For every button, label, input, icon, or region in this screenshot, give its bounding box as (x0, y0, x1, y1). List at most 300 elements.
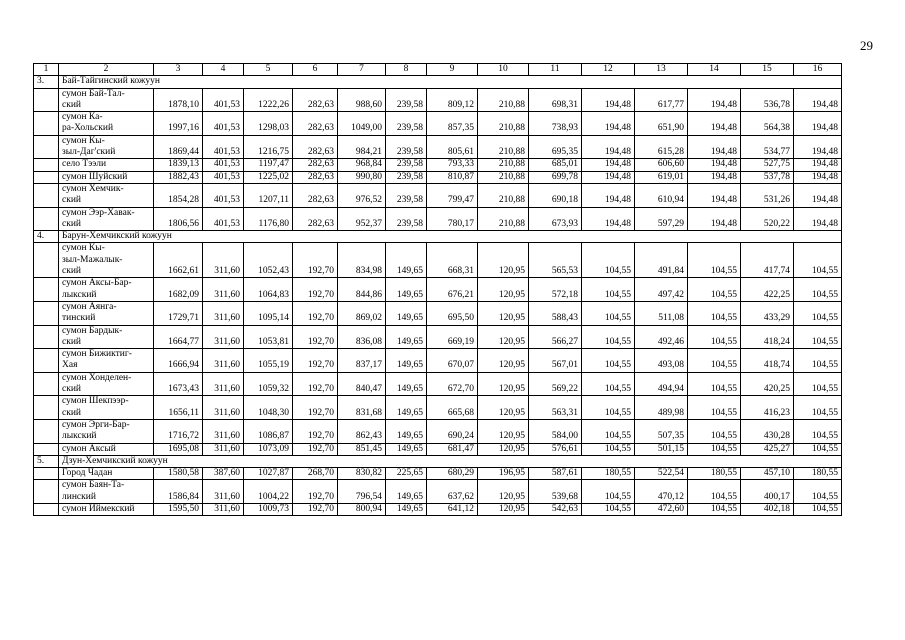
table-row (34, 301, 842, 325)
value-cell: 180,55 (688, 468, 741, 480)
row-index-cell (34, 183, 59, 207)
value-cell: 1682,09 (154, 278, 203, 302)
row-index-cell (34, 171, 59, 183)
value-cell: 587,61 (529, 468, 582, 480)
column-header: 5 (244, 64, 293, 76)
table-row (34, 325, 842, 349)
value-cell: 1586,84 (154, 480, 203, 504)
value-cell: 104,55 (688, 349, 741, 373)
value-cell: 497,42 (635, 278, 688, 302)
value-cell: 194,48 (794, 207, 842, 231)
table-row (34, 396, 842, 420)
value-cell: 104,55 (582, 349, 635, 373)
column-header: 15 (741, 64, 794, 76)
value-cell: 194,48 (582, 183, 635, 207)
section-title: Барун-Хемчикский кожуун (59, 231, 842, 243)
value-cell: 149,65 (386, 419, 427, 443)
value-cell: 225,65 (386, 468, 427, 480)
value-cell: 984,21 (338, 135, 386, 159)
value-cell: 669,19 (427, 325, 478, 349)
value-cell: 180,55 (794, 468, 842, 480)
value-cell: 210,88 (478, 159, 529, 171)
value-cell: 793,33 (427, 159, 478, 171)
value-cell: 1869,44 (154, 135, 203, 159)
value-cell: 527,75 (741, 159, 794, 171)
value-cell: 149,65 (386, 503, 427, 515)
value-cell: 120,95 (478, 480, 529, 504)
value-cell: 681,47 (427, 443, 478, 455)
value-cell: 1009,73 (244, 503, 293, 515)
value-cell: 104,55 (794, 419, 842, 443)
table-row (34, 243, 842, 278)
value-cell: 1048,30 (244, 396, 293, 420)
value-cell: 976,52 (338, 183, 386, 207)
value-cell: 597,29 (635, 207, 688, 231)
value-cell: 194,48 (794, 135, 842, 159)
value-cell: 1298,03 (244, 112, 293, 136)
value-cell: 569,22 (529, 372, 582, 396)
value-cell: 1806,56 (154, 207, 203, 231)
value-cell: 210,88 (478, 88, 529, 112)
value-cell: 566,27 (529, 325, 582, 349)
value-cell: 120,95 (478, 243, 529, 278)
value-cell: 180,55 (582, 468, 635, 480)
value-cell: 311,60 (203, 278, 244, 302)
value-cell: 1595,50 (154, 503, 203, 515)
value-cell: 104,55 (582, 243, 635, 278)
value-cell: 685,01 (529, 159, 582, 171)
value-cell: 149,65 (386, 243, 427, 278)
value-cell: 491,84 (635, 243, 688, 278)
value-cell: 104,55 (794, 301, 842, 325)
value-cell: 149,65 (386, 278, 427, 302)
row-index-cell (34, 243, 59, 278)
row-index-cell (34, 503, 59, 515)
value-cell: 401,53 (203, 135, 244, 159)
value-cell: 104,55 (582, 325, 635, 349)
value-cell: 194,48 (688, 183, 741, 207)
value-cell: 563,31 (529, 396, 582, 420)
value-cell: 869,02 (338, 301, 386, 325)
page-number: 29 (860, 38, 873, 53)
value-cell: 651,90 (635, 112, 688, 136)
row-name-line: сумон Хемчик- (62, 183, 124, 194)
value-cell: 1055,19 (244, 349, 293, 373)
value-cell: 194,48 (688, 159, 741, 171)
row-name-line: лыкский (62, 289, 97, 300)
value-cell: 104,55 (688, 480, 741, 504)
value-cell: 400,17 (741, 480, 794, 504)
value-cell: 282,63 (293, 159, 338, 171)
value-cell: 282,63 (293, 135, 338, 159)
value-cell: 282,63 (293, 171, 338, 183)
row-name-line: ский (62, 266, 81, 277)
value-cell: 1695,08 (154, 443, 203, 455)
value-cell: 239,58 (386, 171, 427, 183)
row-name-line: сумон Бардык- (62, 325, 123, 336)
table-row (34, 207, 842, 231)
value-cell: 401,53 (203, 112, 244, 136)
value-cell: 665,68 (427, 396, 478, 420)
row-name-line: сумон Аянга- (62, 301, 117, 312)
value-cell: 104,55 (688, 443, 741, 455)
value-cell: 282,63 (293, 183, 338, 207)
value-cell: 149,65 (386, 372, 427, 396)
value-cell: 417,74 (741, 243, 794, 278)
value-cell: 1073,09 (244, 443, 293, 455)
section-number: 5. (34, 455, 59, 467)
value-cell: 194,48 (794, 112, 842, 136)
value-cell: 104,55 (582, 301, 635, 325)
value-cell: 192,70 (293, 243, 338, 278)
value-cell: 104,55 (794, 480, 842, 504)
row-index-cell (34, 349, 59, 373)
value-cell: 192,70 (293, 480, 338, 504)
value-cell: 149,65 (386, 325, 427, 349)
value-cell: 836,08 (338, 325, 386, 349)
value-cell: 194,48 (688, 88, 741, 112)
table-row (34, 278, 842, 302)
value-cell: 610,94 (635, 183, 688, 207)
value-cell: 104,55 (582, 396, 635, 420)
row-name (59, 468, 154, 480)
row-name (59, 171, 154, 183)
row-name-line: сумон Шуйский (62, 171, 128, 182)
row-index-cell (34, 325, 59, 349)
row-name-line: сумон Ка- (62, 112, 103, 123)
value-cell: 492,46 (635, 325, 688, 349)
value-cell: 617,77 (635, 88, 688, 112)
value-cell: 673,93 (529, 207, 582, 231)
value-cell: 1854,28 (154, 183, 203, 207)
table-row (34, 183, 842, 207)
value-cell: 1997,16 (154, 112, 203, 136)
value-cell: 192,70 (293, 419, 338, 443)
row-name (59, 419, 154, 443)
table-row (34, 419, 842, 443)
value-cell: 192,70 (293, 349, 338, 373)
value-cell: 282,63 (293, 207, 338, 231)
row-name-line: зыл-Даг'ский (62, 147, 116, 158)
value-cell: 401,53 (203, 207, 244, 231)
value-cell: 857,35 (427, 112, 478, 136)
column-header: 6 (293, 64, 338, 76)
row-name-line: сумон Баян-Та- (62, 480, 125, 491)
value-cell: 194,48 (582, 207, 635, 231)
value-cell: 120,95 (478, 301, 529, 325)
row-name (59, 325, 154, 349)
row-name-line: ский (62, 218, 81, 229)
value-cell: 104,55 (582, 419, 635, 443)
value-cell: 104,55 (688, 419, 741, 443)
value-cell: 418,74 (741, 349, 794, 373)
row-index-cell (34, 468, 59, 480)
value-cell: 1882,43 (154, 171, 203, 183)
column-header: 1 (34, 64, 59, 76)
row-index-cell (34, 112, 59, 136)
value-cell: 564,38 (741, 112, 794, 136)
value-cell: 311,60 (203, 443, 244, 455)
value-cell: 194,48 (582, 112, 635, 136)
value-cell: 104,55 (582, 503, 635, 515)
table-row (34, 443, 842, 455)
value-cell: 567,01 (529, 349, 582, 373)
row-name (59, 349, 154, 373)
value-cell: 149,65 (386, 443, 427, 455)
value-cell: 120,95 (478, 419, 529, 443)
value-cell: 680,29 (427, 468, 478, 480)
value-cell: 149,65 (386, 396, 427, 420)
value-cell: 192,70 (293, 325, 338, 349)
column-header: 8 (386, 64, 427, 76)
table-row (34, 171, 842, 183)
table-body (34, 64, 842, 516)
value-cell: 104,55 (794, 349, 842, 373)
value-cell: 698,31 (529, 88, 582, 112)
table-row (34, 159, 842, 171)
value-cell: 422,25 (741, 278, 794, 302)
value-cell: 1878,10 (154, 88, 203, 112)
row-name-line: зыл-Мажалык- (62, 254, 123, 265)
value-cell: 988,60 (338, 88, 386, 112)
value-cell: 576,61 (529, 443, 582, 455)
value-cell: 194,48 (582, 159, 635, 171)
value-cell: 311,60 (203, 419, 244, 443)
value-cell: 1004,22 (244, 480, 293, 504)
value-cell: 1216,75 (244, 135, 293, 159)
value-cell: 192,70 (293, 301, 338, 325)
value-cell: 831,68 (338, 396, 386, 420)
value-cell: 837,17 (338, 349, 386, 373)
row-name-line: Хая (62, 360, 78, 371)
value-cell: 672,70 (427, 372, 478, 396)
value-cell: 311,60 (203, 349, 244, 373)
value-cell: 210,88 (478, 135, 529, 159)
value-cell: 387,60 (203, 468, 244, 480)
value-cell: 194,48 (794, 171, 842, 183)
value-cell: 588,43 (529, 301, 582, 325)
section-number: 4. (34, 231, 59, 243)
value-cell: 104,55 (582, 278, 635, 302)
row-name-line: сумон Шекпээр- (62, 396, 129, 407)
value-cell: 311,60 (203, 372, 244, 396)
value-cell: 104,55 (794, 243, 842, 278)
column-header: 2 (59, 64, 154, 76)
row-name (59, 207, 154, 231)
value-cell: 120,95 (478, 372, 529, 396)
value-cell: 565,53 (529, 243, 582, 278)
value-cell: 149,65 (386, 480, 427, 504)
value-cell: 210,88 (478, 112, 529, 136)
value-cell: 120,95 (478, 396, 529, 420)
value-cell: 239,58 (386, 159, 427, 171)
value-cell: 738,93 (529, 112, 582, 136)
value-cell: 104,55 (794, 278, 842, 302)
section-number: 3. (34, 76, 59, 88)
value-cell: 104,55 (688, 372, 741, 396)
value-cell: 990,80 (338, 171, 386, 183)
value-cell: 104,55 (794, 396, 842, 420)
row-index-cell (34, 480, 59, 504)
value-cell: 104,55 (794, 503, 842, 515)
column-header: 4 (203, 64, 244, 76)
value-cell: 1176,80 (244, 207, 293, 231)
column-header: 12 (582, 64, 635, 76)
row-index-cell (34, 207, 59, 231)
value-cell: 192,70 (293, 443, 338, 455)
value-cell: 192,70 (293, 372, 338, 396)
value-cell: 418,24 (741, 325, 794, 349)
value-cell: 1222,26 (244, 88, 293, 112)
row-name-line: сумон Ээр-Хавак- (62, 207, 135, 218)
value-cell: 194,48 (688, 171, 741, 183)
row-index-cell (34, 301, 59, 325)
value-cell: 501,15 (635, 443, 688, 455)
row-name-line: сумон Иймекский (62, 503, 135, 514)
value-cell: 420,25 (741, 372, 794, 396)
value-cell: 401,53 (203, 88, 244, 112)
value-cell: 104,55 (794, 372, 842, 396)
value-cell: 194,48 (582, 135, 635, 159)
value-cell: 1580,58 (154, 468, 203, 480)
header-row (34, 64, 842, 76)
column-header: 7 (338, 64, 386, 76)
value-cell: 809,12 (427, 88, 478, 112)
value-cell: 311,60 (203, 243, 244, 278)
section-title: Дзун-Хемчикский кожуун (59, 455, 842, 467)
value-cell: 239,58 (386, 88, 427, 112)
value-cell: 489,98 (635, 396, 688, 420)
value-cell: 416,23 (741, 396, 794, 420)
row-name-line: сумон Кы- (62, 135, 105, 146)
value-cell: 520,22 (741, 207, 794, 231)
value-cell: 1207,11 (244, 183, 293, 207)
row-index-cell (34, 372, 59, 396)
value-cell: 239,58 (386, 135, 427, 159)
value-cell: 470,12 (635, 480, 688, 504)
tariff-table (33, 63, 842, 516)
row-name-line: сумон Бай-Тал- (62, 88, 125, 99)
value-cell: 493,08 (635, 349, 688, 373)
value-cell: 194,48 (688, 112, 741, 136)
value-cell: 433,29 (741, 301, 794, 325)
value-cell: 542,63 (529, 503, 582, 515)
row-name (59, 503, 154, 515)
value-cell: 1086,87 (244, 419, 293, 443)
section-row (34, 231, 842, 243)
value-cell: 507,35 (635, 419, 688, 443)
value-cell: 844,86 (338, 278, 386, 302)
value-cell: 780,17 (427, 207, 478, 231)
column-header: 11 (529, 64, 582, 76)
row-name (59, 135, 154, 159)
row-name-line: линский (62, 491, 96, 502)
value-cell: 637,62 (427, 480, 478, 504)
value-cell: 572,18 (529, 278, 582, 302)
value-cell: 239,58 (386, 112, 427, 136)
value-cell: 695,50 (427, 301, 478, 325)
value-cell: 1059,32 (244, 372, 293, 396)
value-cell: 120,95 (478, 349, 529, 373)
value-cell: 311,60 (203, 301, 244, 325)
value-cell: 1095,14 (244, 301, 293, 325)
row-name (59, 301, 154, 325)
value-cell: 402,18 (741, 503, 794, 515)
value-cell: 1052,43 (244, 243, 293, 278)
row-name-line: ский (62, 384, 81, 395)
value-cell: 834,98 (338, 243, 386, 278)
row-index-cell (34, 443, 59, 455)
column-header: 14 (688, 64, 741, 76)
row-name (59, 372, 154, 396)
value-cell: 1053,81 (244, 325, 293, 349)
value-cell: 401,53 (203, 183, 244, 207)
value-cell: 210,88 (478, 183, 529, 207)
value-cell: 641,12 (427, 503, 478, 515)
value-cell: 699,78 (529, 171, 582, 183)
row-index-cell (34, 135, 59, 159)
value-cell: 104,55 (582, 480, 635, 504)
value-cell: 606,60 (635, 159, 688, 171)
value-cell: 401,53 (203, 171, 244, 183)
row-name-line: село Тээли (62, 159, 107, 170)
value-cell: 104,55 (688, 503, 741, 515)
value-cell: 531,26 (741, 183, 794, 207)
value-cell: 494,94 (635, 372, 688, 396)
value-cell: 120,95 (478, 443, 529, 455)
row-name-line: ский (62, 336, 81, 347)
value-cell: 239,58 (386, 183, 427, 207)
row-index-cell (34, 396, 59, 420)
value-cell: 796,54 (338, 480, 386, 504)
row-name (59, 88, 154, 112)
value-cell: 104,55 (688, 278, 741, 302)
row-name-line: ский (62, 407, 81, 418)
value-cell: 800,94 (338, 503, 386, 515)
value-cell: 539,68 (529, 480, 582, 504)
value-cell: 401,53 (203, 159, 244, 171)
row-name-line: сумон Кы- (62, 243, 105, 254)
row-name (59, 243, 154, 278)
value-cell: 1839,13 (154, 159, 203, 171)
value-cell: 194,48 (582, 88, 635, 112)
value-cell: 1225,02 (244, 171, 293, 183)
value-cell: 668,31 (427, 243, 478, 278)
value-cell: 670,07 (427, 349, 478, 373)
section-row (34, 455, 842, 467)
value-cell: 1064,83 (244, 278, 293, 302)
value-cell: 104,55 (688, 243, 741, 278)
value-cell: 1666,94 (154, 349, 203, 373)
table-row (34, 480, 842, 504)
row-name-line: сумон Аксы-Бар- (62, 278, 132, 289)
value-cell: 311,60 (203, 480, 244, 504)
value-cell: 282,63 (293, 88, 338, 112)
value-cell: 1027,87 (244, 468, 293, 480)
value-cell: 1662,61 (154, 243, 203, 278)
row-name (59, 278, 154, 302)
value-cell: 425,27 (741, 443, 794, 455)
value-cell: 511,08 (635, 301, 688, 325)
value-cell: 311,60 (203, 325, 244, 349)
value-cell: 268,70 (293, 468, 338, 480)
value-cell: 1716,72 (154, 419, 203, 443)
value-cell: 690,24 (427, 419, 478, 443)
row-name (59, 396, 154, 420)
value-cell: 282,63 (293, 112, 338, 136)
value-cell: 676,21 (427, 278, 478, 302)
value-cell: 210,88 (478, 207, 529, 231)
